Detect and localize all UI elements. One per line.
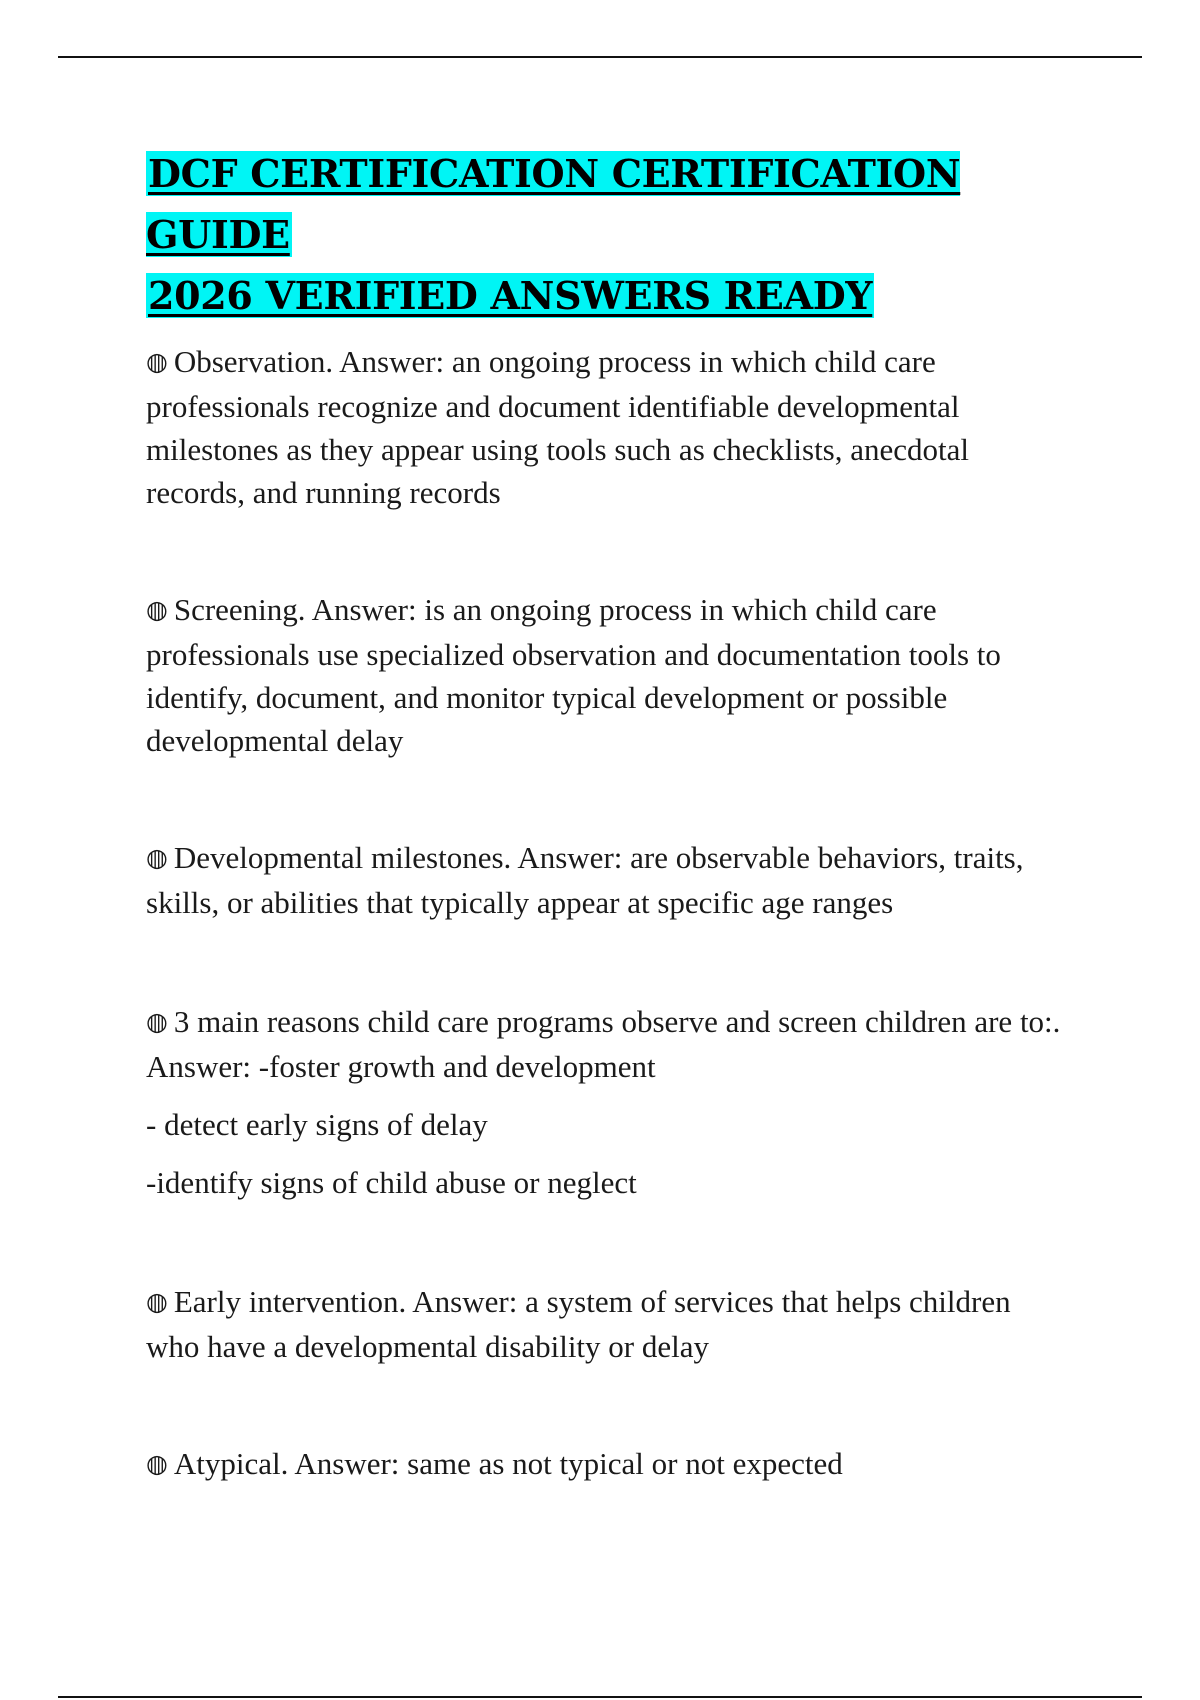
qa-item-observation	[146, 340, 1066, 514]
qa-text: Early intervention. Answer: a system of services that helps children who have a developmental disability or delay	[146, 1284, 1011, 1364]
qa-item-screening	[146, 588, 1066, 762]
qa-item-early-intervention	[146, 1280, 1066, 1368]
bullet-icon: ◍	[146, 843, 168, 872]
title-line-1: DCF CERTIFICATION CERTIFICATION GUIDE	[146, 151, 961, 257]
bullet-icon: ◍	[146, 347, 168, 376]
qa-item-developmental-milestones	[146, 836, 1066, 924]
qa-text: 3 main reasons child care programs observe and screen children are to:. Answer: -foster growth and development	[146, 1004, 1061, 1084]
qa-continuation-line: -identify signs of child abuse or neglect	[146, 1165, 637, 1200]
title-line-2: 2026 VERIFIED ANSWERS READY	[148, 273, 873, 318]
qa-item-atypical	[146, 1442, 1066, 1487]
qa-continuation-line: - detect early signs of delay	[146, 1107, 488, 1142]
qa-text: Atypical. Answer: same as not typical or not expected	[173, 1446, 843, 1481]
qa-item-main-reasons	[146, 1000, 1066, 1088]
qa-text: Developmental milestones. Answer: are observable behaviors, traits, skills, or abilities that typically appear at specific age ranges	[146, 840, 1024, 920]
top-rule	[58, 56, 1142, 58]
qa-text: Screening. Answer: is an ongoing process in which child care professionals use specialized observation and documentation tools to identify, document, and monitor typical development or possible developmental delay	[146, 592, 1001, 758]
bullet-icon: ◍	[146, 595, 168, 624]
bottom-rule	[58, 1696, 1142, 1698]
document-title	[146, 143, 1066, 326]
qa-text: Observation. Answer: an ongoing process in which child care professionals recognize and document identifiable developmental milestones as they appear using tools such as checklists, anecdotal records, and running records	[146, 344, 970, 510]
bullet-icon: ◍	[146, 1449, 168, 1478]
bullet-icon: ◍	[146, 1287, 168, 1316]
bullet-icon: ◍	[146, 1007, 168, 1036]
